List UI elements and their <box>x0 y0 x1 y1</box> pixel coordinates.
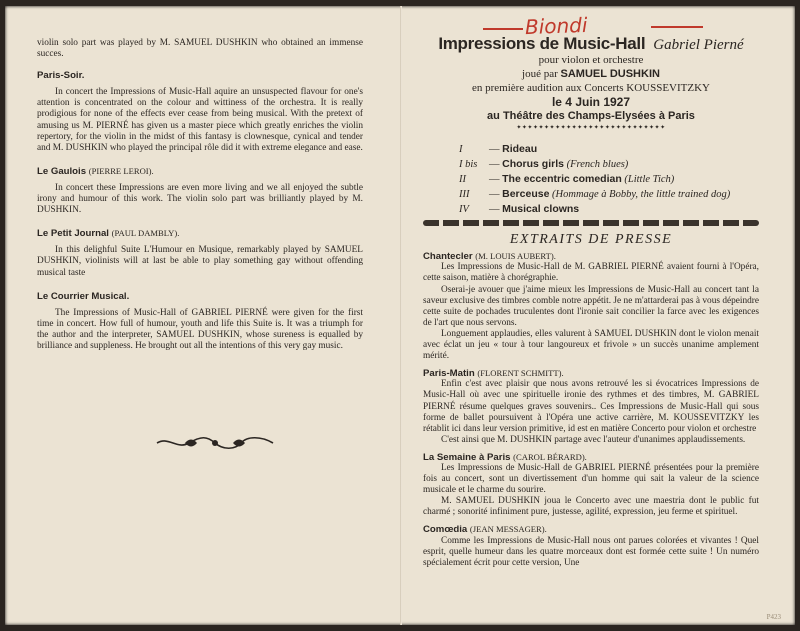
press-section-title: EXTRAITS DE PRESSE <box>509 232 673 248</box>
review-text: C'est ainsi que M. DUSHKIN partage avec l'auteur d'unanimes applaudissements. <box>441 434 746 445</box>
review-text: Les Impressions de Music-Hall de GABRIEL PIERNÉ présentées pour la première fois au concert, sont un divertissement d'un homme qui sait la valeur de la science musicale et le charme du sourire. <box>423 462 759 496</box>
review-text: Les Impressions de Music-Hall de M. GABRIEL PIERNÉ avaient fourni à l'Opéra, cette saison, matière à chorégraphie. <box>423 262 759 284</box>
review-le-petit-journal <box>37 228 363 278</box>
review-source: Comœdia (JEAN MESSAGER). <box>423 524 547 536</box>
page-mark: P423 <box>766 613 781 621</box>
premiere-line: en première audition aux Concerts KOUSSEVITZKY <box>472 82 710 95</box>
movement-item: III — Berceuse (Hommage à Bobby, the little trained dog) <box>459 188 731 201</box>
review-source: La Semaine à Paris (CAROL BÉRARD). <box>423 451 587 463</box>
review-source: Le Petit Journal (PAUL DAMBLY). <box>37 228 180 240</box>
review-le-gaulois <box>37 166 363 216</box>
page-title: Impressions de Music-Hall <box>438 34 646 53</box>
review-source: Paris-Soir. <box>37 70 85 82</box>
subtitle: pour violon et orchestre <box>538 54 644 67</box>
review-semaine-a-paris <box>423 452 759 519</box>
ornament-flourish <box>155 434 275 452</box>
review-text: Enfin c'est avec plaisir que nous avons retrouvé les si évocatrices Impressions de Music-Hall où avec une spirituelle ironie des rythmes et des timbres, M. GABRIEL PIERNÉ résume quelques graves souvenirs.. Ces Impressions de Music-Hall qui sous forme de ballet poursuivent à l'Opéra une active carrière, M. KOUSSEVITZKY les rétablit ici dans leur version primitive, id est en matière Concerto pour violon et orchestre <box>423 379 759 434</box>
review-text: In concert these Impressions are even more living and we all enjoyed the subtle irony and humour of this work. The violin solo part was brilliantly played by M. DUSHKIN. <box>37 182 363 216</box>
review-courrier-musical <box>37 291 363 352</box>
review-source: Le Gaulois (PIERRE LEROI). <box>37 165 154 177</box>
review-text: The Impressions of Music-Hall of GABRIEL PIERNÉ were given for the first time in concert. How full of humour, youth and life this Suite is. It was a triumph for the author and the interpreter, SAMUEL DUSHKIN, whose sureness is equalled by brilliance and suppleness. He brought out all the intentions of this very gay music. <box>37 307 363 351</box>
star-divider: ✦✦✦✦✦✦✦✦✦✦✦✦✦✦✦✦✦✦✦✦✦✦✦✦✦✦✦ <box>516 125 666 132</box>
wavy-divider <box>423 220 759 226</box>
review-source: Paris-Matin (FLORENT SCHMITT). <box>423 368 564 380</box>
movement-item: II — The eccentric comedian (Little Tich) <box>459 173 675 186</box>
date-line: le 4 Juin 1927 <box>551 95 631 110</box>
center-fold <box>400 6 402 625</box>
review-comoedia <box>423 524 759 568</box>
review-text: In this delighful Suite L'Humour en Musique, remarkably played by SAMUEL DUSHKIN, violinists will at last be able to play something gay without offending musical taste <box>37 245 363 278</box>
intro-text: violin solo part was played by M. SAMUEL DUSHKIN who obtained an immense succes. <box>37 38 363 60</box>
review-text: In concert the Impressions of Music-Hall aquire an unsuspected flavour for one's attention is concentrated on the colour and wittiness of the orchestra. It is really prodigious for none of the effects ever cease from being musical. With the pretext of amusing us M. PIERNÉ has given us a master piece which greatly enriches the violin repertory, for the violin in the midst of this fantasy is clownesque, cynical and tender and M. DUSHKIN who played the principal rôle did it with extreme elegance and ease. <box>37 87 363 153</box>
composer-name: Gabriel Pierné <box>653 37 744 53</box>
review-text: Oserai-je avouer que j'aime mieux les Impressions de Music-Hall au concert tant la saveur exclusive des timbres comble notre appétit. Je ne m'attarderai pas à vous dépeindre cette suite de pochades truculentes dont l'ironie sait concilier la farce avec les exigences de l'art que nous servons. <box>423 284 759 328</box>
review-text: M. SAMUEL DUSHKIN joua le Concerto avec une maestria dont le public fut charmé ; sonorité infiniment pure, justesse, agilité, expression, jeu ferme et spirituel. <box>423 496 759 518</box>
review-text: Comme les Impressions de Music-Hall nous ont parues colorées et vivantes ! Quel esprit, quelle humeur dans les quatre morceaux dont est formée cette suite ! Un numéro spécialement écrit pour cette version, Une <box>423 535 759 568</box>
movement-item: I — Rideau <box>459 143 538 156</box>
performer-line: joué par SAMUEL DUSHKIN <box>522 68 660 81</box>
review-text: Longuement applaudies, elles valurent à SAMUEL DUSHKIN dont le violon menait avec éclat un jeu « tour à tour langoureux et frivole » un succès unanime amplement mérité. <box>423 328 759 362</box>
review-paris-soir <box>37 70 363 154</box>
review-chantecler <box>423 251 759 362</box>
movement-item: IV — Musical clowns <box>459 203 580 216</box>
movement-item: I bis — Chorus girls (French blues) <box>459 158 629 171</box>
review-source: Chantecler (M. LOUIS AUBERT). <box>423 251 556 263</box>
right-page <box>423 6 759 569</box>
movement-list <box>459 142 759 217</box>
review-paris-matin <box>423 368 759 446</box>
venue-line: au Théâtre des Champs-Elysées à Paris <box>487 110 695 123</box>
left-page <box>37 6 363 352</box>
program-sheet <box>5 6 795 625</box>
review-source: Le Courrier Musical. <box>37 290 130 302</box>
program-header <box>423 34 759 134</box>
page-title-line <box>423 34 759 53</box>
handwritten-annotation: Biondi <box>524 12 588 40</box>
